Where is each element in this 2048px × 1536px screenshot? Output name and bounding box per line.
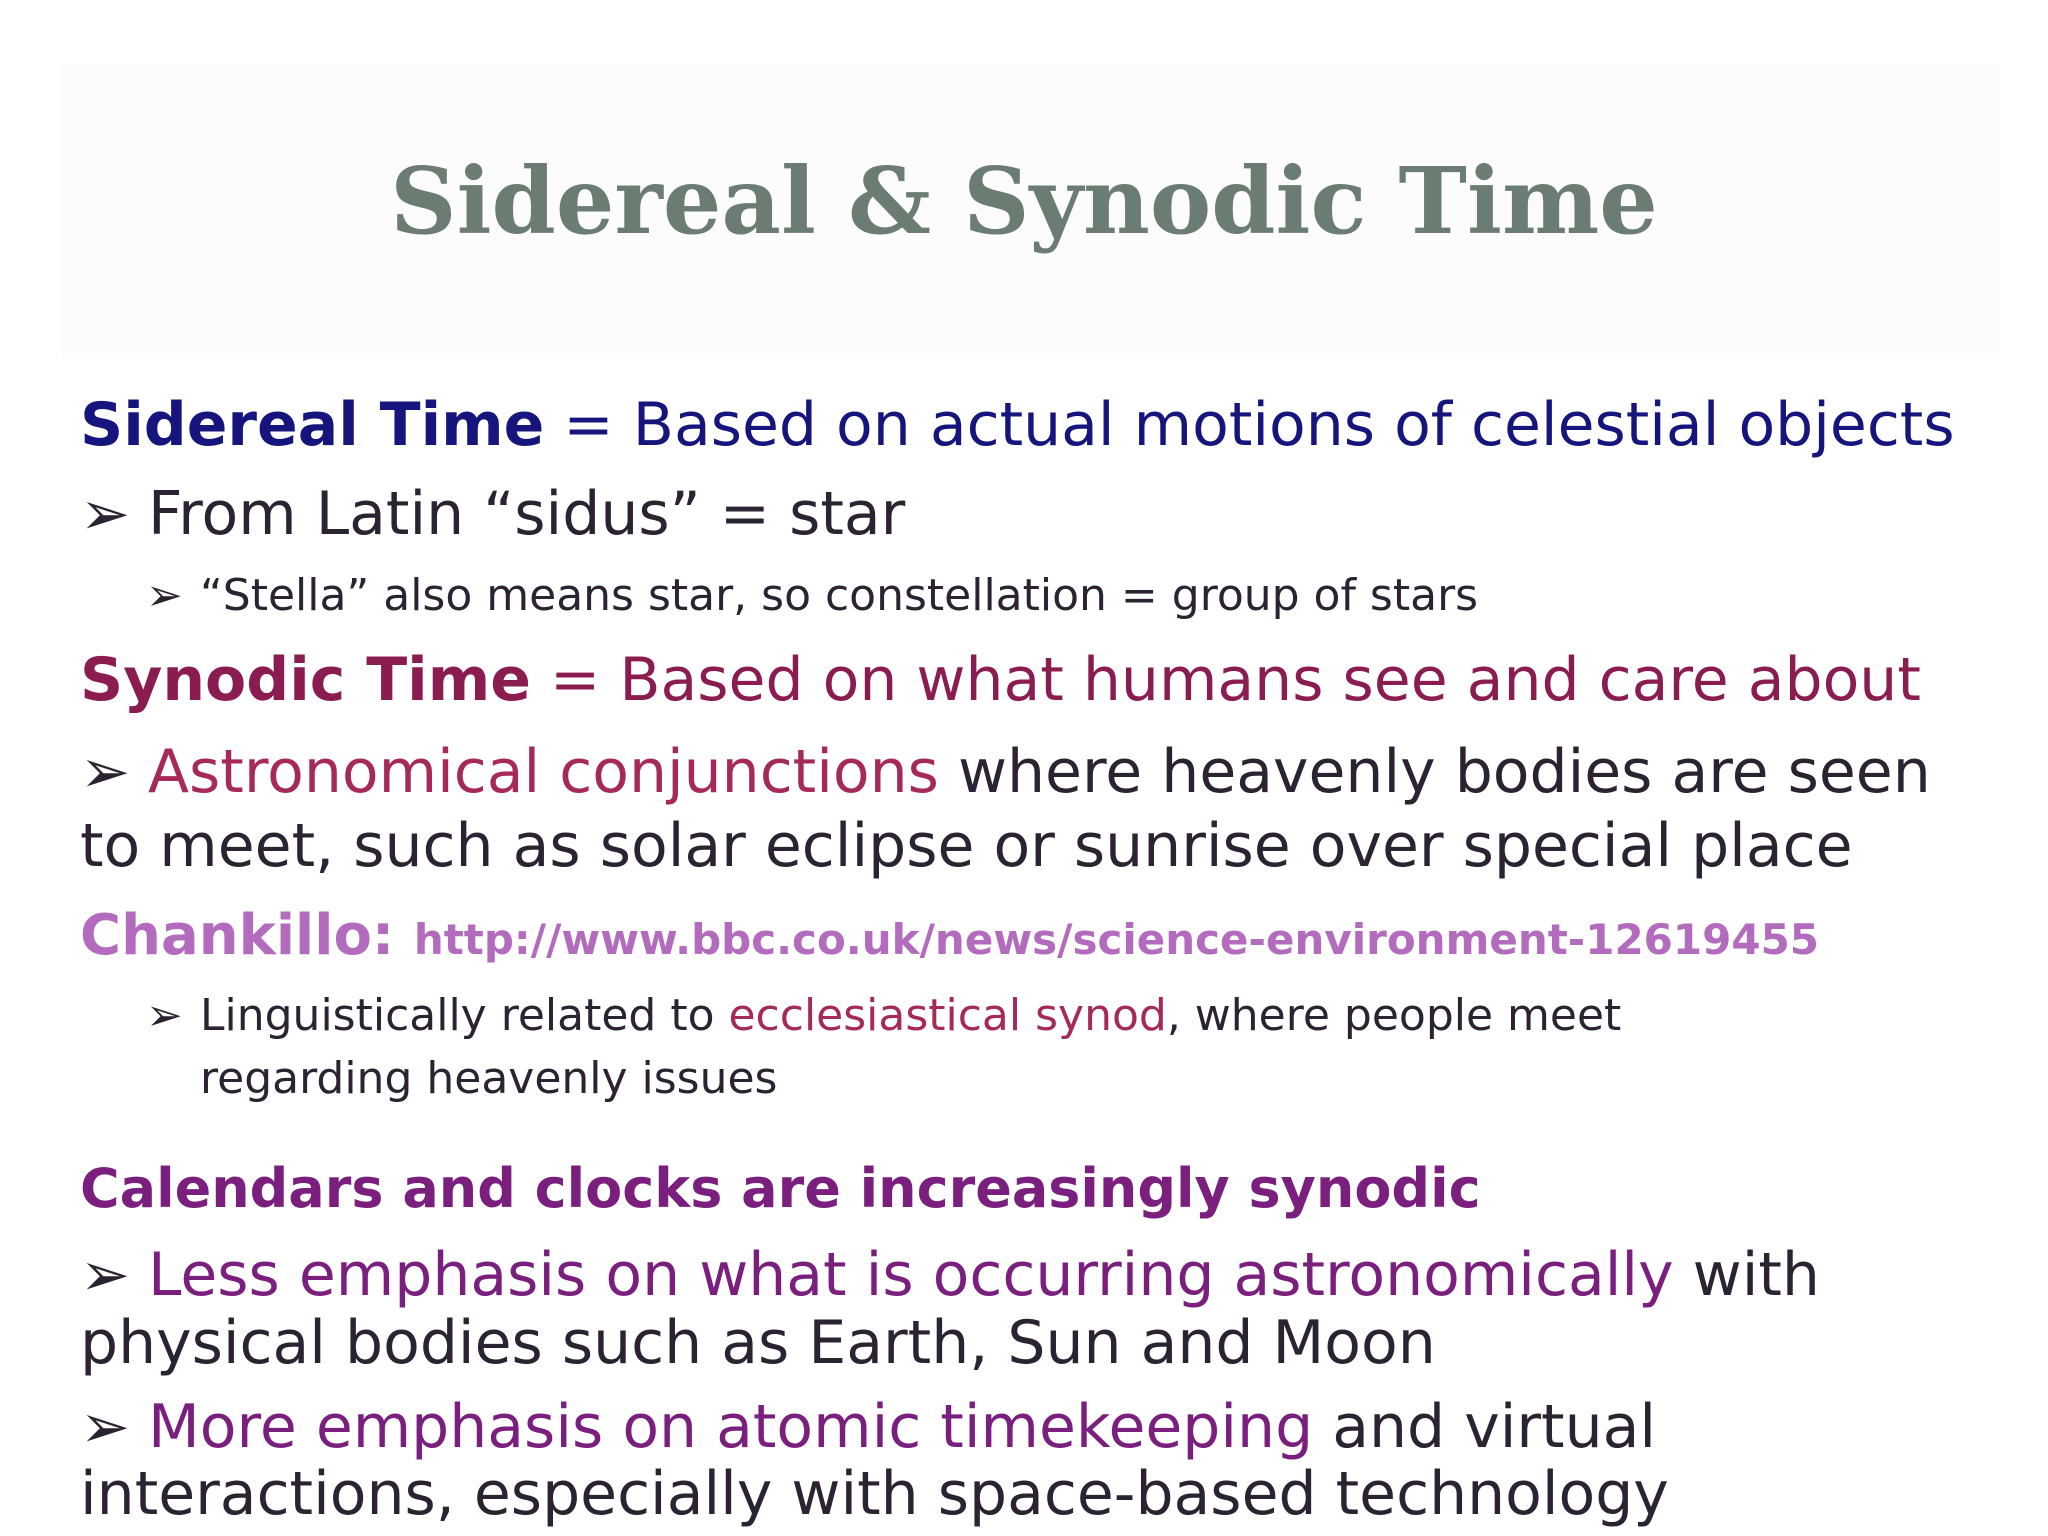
synodic-bullet-continuation: to meet, such as solar eclipse or sunrise over special place xyxy=(80,811,1853,881)
synodic-definition: = Based on what humans see and care about xyxy=(530,645,1921,715)
sidereal-subbullet-text: “Stella” also means star, so constellation = group of stars xyxy=(200,570,1479,621)
calendars-bullet-2-rest: and virtual xyxy=(1313,1392,1657,1462)
calendars-bullet-2-highlight: More emphasis on atomic timekeeping xyxy=(148,1392,1314,1462)
sidereal-term: Sidereal Time xyxy=(80,390,545,460)
calendars-bullet-1-continuation: physical bodies such as Earth, Sun and Moon xyxy=(80,1308,1436,1378)
chankillo-sub-post: , where people meet xyxy=(1166,990,1622,1041)
calendars-bullet-2 xyxy=(80,1392,1657,1462)
synodic-bullet-rest: where heavenly bodies are seen xyxy=(938,737,1931,807)
arrow-bullet-icon: ➢ xyxy=(146,570,183,621)
arrow-bullet-icon: ➢ xyxy=(146,990,183,1041)
chankillo-label: Chankillo: xyxy=(80,903,414,968)
synodic-bullet xyxy=(80,737,1931,807)
calendars-bullet-1-highlight: Less emphasis on what is occurring astronomically xyxy=(148,1240,1674,1310)
chankillo-subbullet-continuation: regarding heavenly issues xyxy=(200,1053,778,1104)
synodic-term: Synodic Time xyxy=(80,645,531,715)
sidereal-subbullet xyxy=(146,570,1479,621)
sidereal-bullet-text: From Latin “sidus” = star xyxy=(148,479,906,549)
chankillo-subbullet xyxy=(146,990,1622,1041)
calendars-heading: Calendars and clocks are increasingly synodic xyxy=(80,1157,1481,1220)
sidereal-bullet xyxy=(80,479,906,549)
arrow-bullet-icon: ➢ xyxy=(80,479,131,549)
calendars-bullet-1 xyxy=(80,1240,1820,1310)
chankillo-line xyxy=(80,903,1820,968)
calendars-bullet-2-continuation: interactions, especially with space-based technology xyxy=(80,1459,1669,1529)
chankillo-sub-pre: Linguistically related to xyxy=(200,990,729,1041)
arrow-bullet-icon: ➢ xyxy=(80,737,131,807)
chankillo-sub-highlight: ecclesiastical synod xyxy=(728,990,1167,1041)
chankillo-link[interactable]: http://www.bbc.co.uk/news/science-environment-12619455 xyxy=(413,915,1820,964)
synodic-definition-line xyxy=(80,645,1921,715)
arrow-bullet-icon: ➢ xyxy=(80,1240,131,1310)
sidereal-definition: = Based on actual motions of celestial objects xyxy=(544,390,1955,460)
calendars-bullet-1-rest: with xyxy=(1673,1240,1820,1310)
synodic-bullet-highlight: Astronomical conjunctions xyxy=(148,737,939,807)
arrow-bullet-icon: ➢ xyxy=(80,1392,131,1462)
sidereal-definition-line xyxy=(80,390,1955,460)
slide-title: Sidereal & Synodic Time xyxy=(390,147,1658,255)
